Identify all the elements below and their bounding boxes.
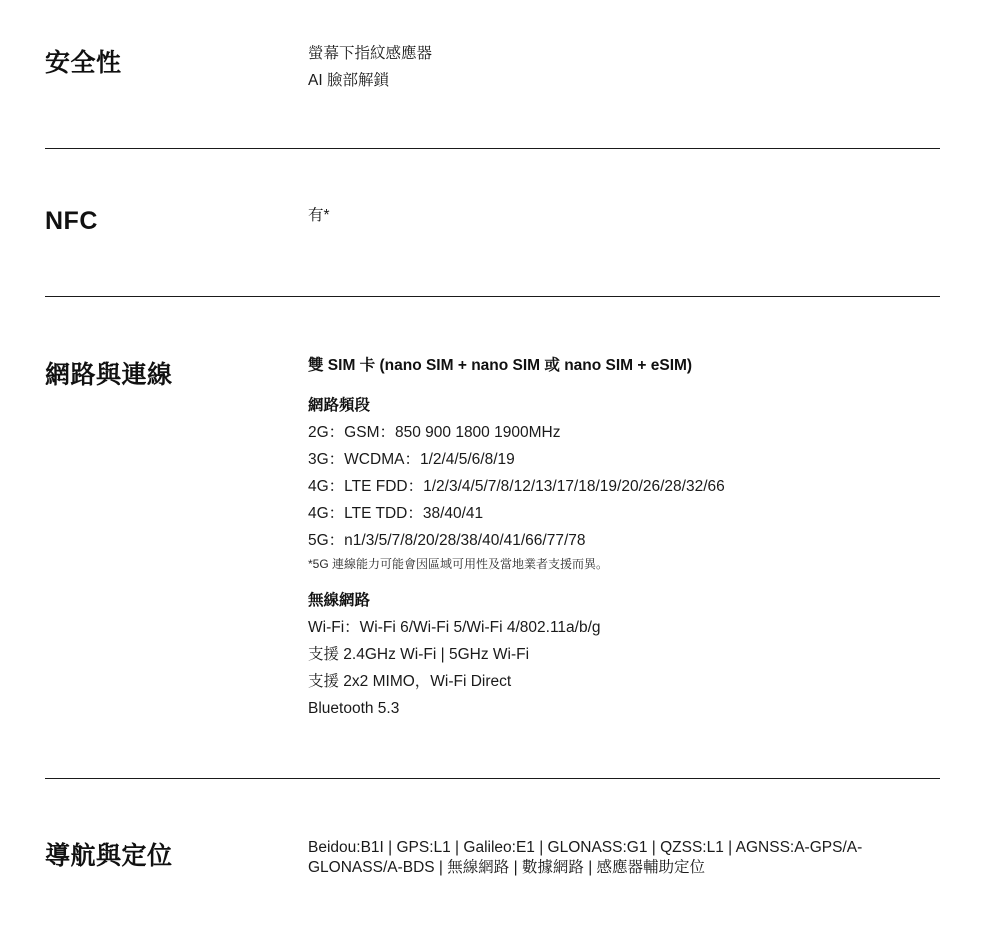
divider-nfc <box>45 296 940 297</box>
navigation-title: 導航與定位 <box>45 842 173 870</box>
navigation-details <box>308 838 868 878</box>
bands-list <box>308 419 928 554</box>
divider-security <box>45 148 940 149</box>
wireless-heading: 無線網路 <box>308 592 371 609</box>
navigation-systems: Beidou:B1I | GPS:L1 | Galileo:E1 | GLONASS:G1 | QZSS:L1 | AGNSS:A-GPS/A-GLONASS/A-BDS | 無線網路 | 數據網路 | 感應器輔助定位 <box>308 839 863 876</box>
wifi-mimo: 支援 2x2 MIMO，Wi-Fi Direct <box>308 673 512 690</box>
band-3g: 3G：WCDMA：1/2/4/5/6/8/19 <box>308 451 515 468</box>
security-details <box>308 40 928 94</box>
band-4g-fdd: 4G：LTE FDD：1/2/3/4/5/7/8/12/13/17/18/19/20/26/28/32/66 <box>308 478 725 495</box>
bands-heading: 網路頻段 <box>308 397 371 414</box>
band-5g: 5G：n1/3/5/7/8/20/28/38/40/41/66/77/78 <box>308 532 586 549</box>
security-face-unlock: AI 臉部解鎖 <box>308 72 389 89</box>
nfc-value: 有* <box>308 207 330 224</box>
bluetooth: Bluetooth 5.3 <box>308 700 400 717</box>
sim-info: 雙 SIM 卡 (nano SIM + nano SIM 或 nano SIM + eSIM) <box>308 357 693 374</box>
divider-network <box>45 778 940 779</box>
wifi-standards: Wi-Fi：Wi-Fi 6/Wi-Fi 5/Wi-Fi 4/802.11a/b/g <box>308 619 601 636</box>
security-fingerprint: 螢幕下指紋感應器 <box>308 45 433 62</box>
security-title: 安全性 <box>45 49 122 77</box>
wifi-bands: 支援 2.4GHz Wi-Fi | 5GHz Wi-Fi <box>308 646 530 663</box>
wireless-list <box>308 614 928 722</box>
bands-footnote: *5G 連線能力可能會因區域可用性及當地業者支援而異。 <box>308 557 609 571</box>
nfc-details <box>308 202 928 229</box>
network-title: 網路與連線 <box>45 361 173 389</box>
band-2g: 2G：GSM：850 900 1800 1900MHz <box>308 424 561 441</box>
network-details <box>308 355 928 722</box>
nfc-title: NFC <box>45 207 98 235</box>
band-4g-tdd: 4G：LTE TDD：38/40/41 <box>308 505 484 522</box>
